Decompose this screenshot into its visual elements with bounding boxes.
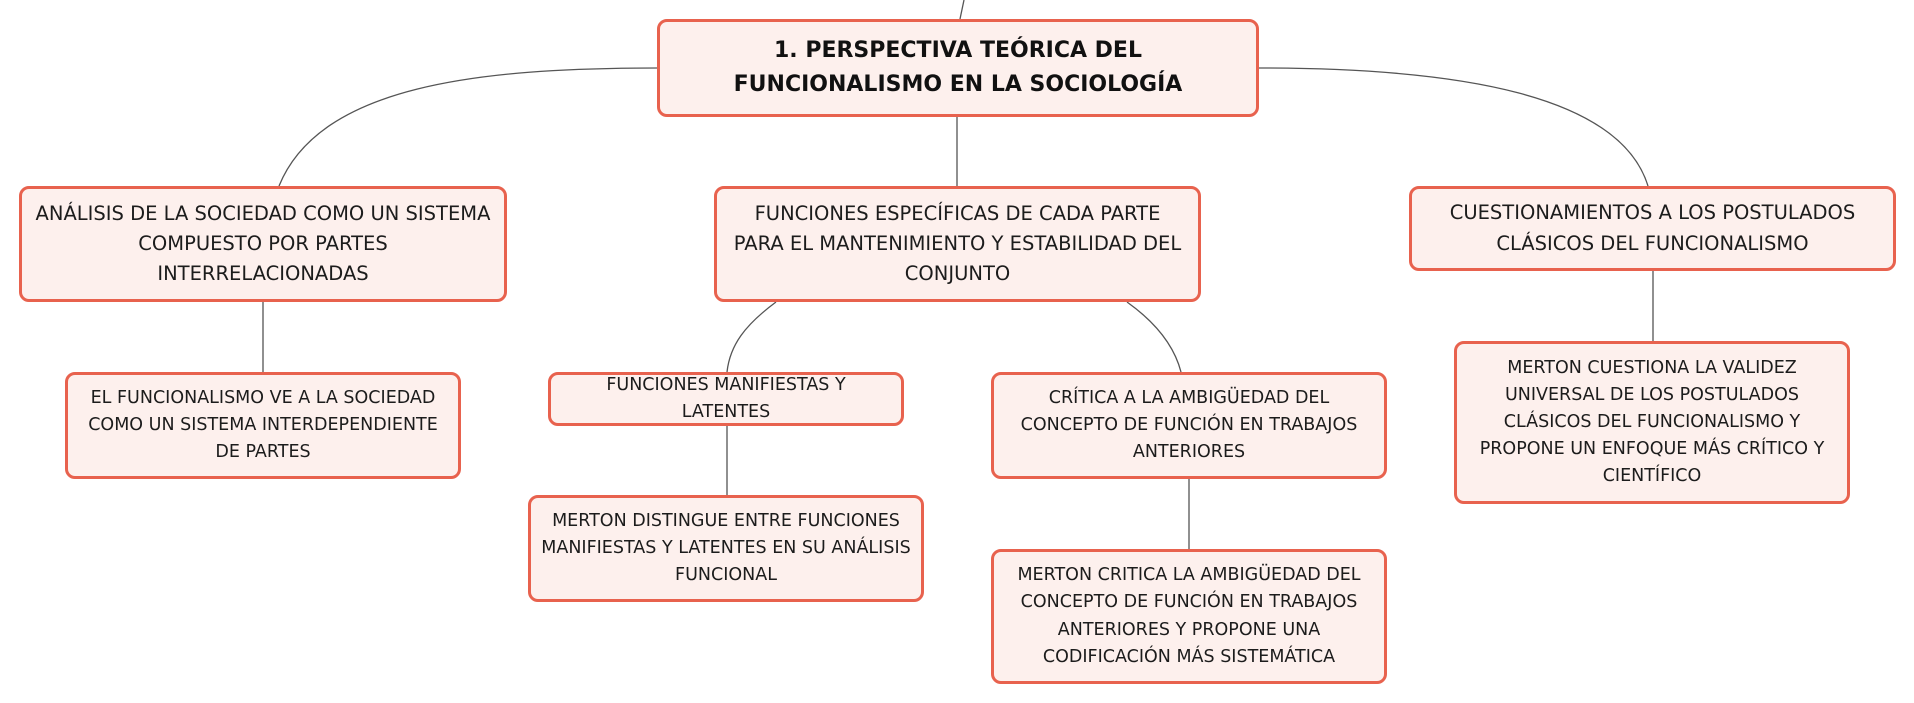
branch-label: ANÁLISIS DE LA SOCIEDAD COMO UN SISTEMA COMPUESTO POR PARTES INTERRELACIONADAS bbox=[35, 201, 491, 286]
leaf-merton-distingue[interactable] bbox=[528, 495, 924, 602]
branch-label: CUESTIONAMIENTOS A LOS POSTULADOS CLÁSICOS DEL FUNCIONALISMO bbox=[1449, 201, 1856, 255]
leaf-merton-cuestiona[interactable] bbox=[1454, 341, 1850, 504]
leaf-merton-critica[interactable] bbox=[991, 549, 1387, 684]
branch-funciones-especificas[interactable] bbox=[714, 186, 1201, 302]
leaf-label: MERTON CRITICA LA AMBIGÜEDAD DEL CONCEPTO DE FUNCIÓN EN TRABAJOS ANTERIORES Y PROPONE UNA CODIFICACIÓN MÁS SISTEMÁTICA bbox=[1017, 565, 1361, 667]
leaf-sistema-interdependiente[interactable] bbox=[65, 372, 461, 479]
subtopic-funciones-manifiestas-latentes[interactable] bbox=[548, 372, 904, 426]
connector-root-to-branch-1 bbox=[279, 68, 657, 186]
leaf-label: MERTON DISTINGUE ENTRE FUNCIONES MANIFIESTAS Y LATENTES EN SU ANÁLISIS FUNCIONAL bbox=[541, 510, 911, 586]
root-topic-label: 1. PERSPECTIVA TEÓRICA DEL FUNCIONALISMO EN LA SOCIOLOGÍA bbox=[733, 37, 1183, 97]
leaf-label: EL FUNCIONALISMO VE A LA SOCIEDAD COMO UN SISTEMA INTERDEPENDIENTE DE PARTES bbox=[88, 387, 438, 463]
connector-parent-to-root bbox=[960, 0, 964, 19]
root-topic[interactable] bbox=[657, 19, 1259, 117]
subtopic-label: CRÍTICA A LA AMBIGÜEDAD DEL CONCEPTO DE FUNCIÓN EN TRABAJOS ANTERIORES bbox=[1020, 387, 1358, 463]
connector-root-to-branch-3 bbox=[1259, 68, 1648, 186]
branch-sociedad-sistema[interactable] bbox=[19, 186, 507, 302]
subtopic-critica-ambiguedad[interactable] bbox=[991, 372, 1387, 479]
connector-branch-2-to-sub-2 bbox=[1127, 302, 1181, 372]
subtopic-label: FUNCIONES MANIFIESTAS Y LATENTES bbox=[606, 374, 846, 422]
connector-branch-2-to-sub-1 bbox=[727, 302, 776, 372]
leaf-label: MERTON CUESTIONA LA VALIDEZ UNIVERSAL DE LOS POSTULADOS CLÁSICOS DEL FUNCIONALISMO Y PROPONE UN ENFOQUE MÁS CRÍTICO Y CIENTÍFICO bbox=[1479, 357, 1825, 487]
branch-label: FUNCIONES ESPECÍFICAS DE CADA PARTE PARA EL MANTENIMIENTO Y ESTABILIDAD DEL CONJUNTO bbox=[733, 201, 1182, 286]
branch-cuestionamientos[interactable] bbox=[1409, 186, 1896, 271]
